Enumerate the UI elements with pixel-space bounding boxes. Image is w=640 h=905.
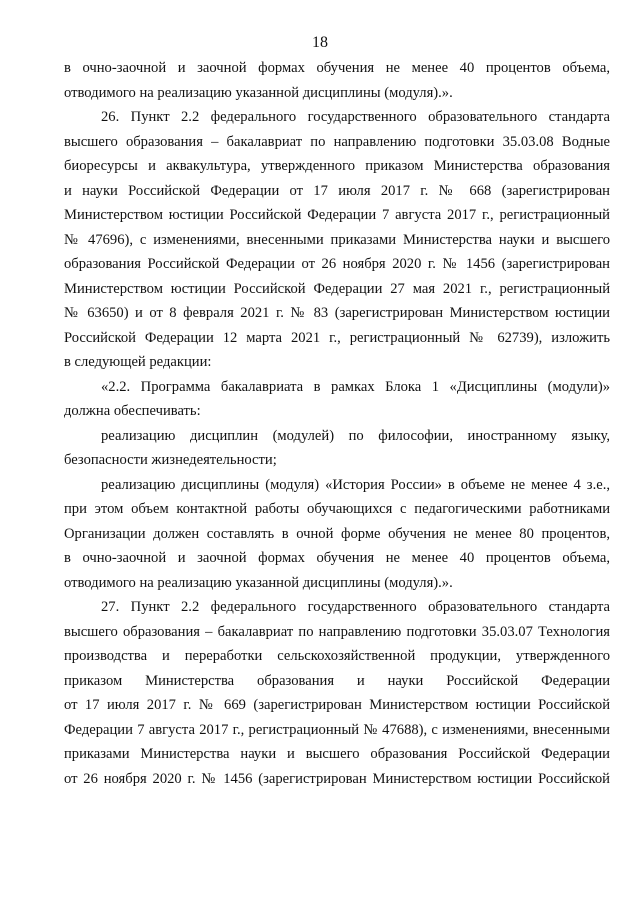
text-line: в очно-заочной и заочной формах обучения не менее 40 процентов объема, [64, 550, 610, 566]
text-line: и науки Российской Федерации от 17 июля 2017 г. № 668 (зарегистрирован [64, 182, 610, 199]
text-line: отводимого на реализацию указанной дисциплины (модуля).». [64, 574, 453, 591]
text-line: Федерации 7 августа 2017 г., регистрационный № 47688), с изменениями, внесенными [64, 721, 610, 738]
text-line: приказом Министерства образования и науки Российской Федерации [64, 672, 610, 689]
text-line: реализацию дисциплин (модулей) по философии, иностранному языку, [101, 427, 610, 444]
text-line: № 63650) и от 8 февраля 2021 г. № 83 (зарегистрирован Министерством юстиции [64, 305, 610, 321]
text-line: биоресурсы и аквакультура, утвержденного приказом Министерства образования [64, 158, 610, 174]
text-line: высшего образования – бакалавриат по направлению подготовки 35.03.07 Технология [64, 623, 610, 640]
text-line: должна обеспечивать: [64, 403, 201, 419]
page-number: 18 [312, 34, 328, 51]
text-line: производства и переработки сельскохозяйственной продукции, утвержденного [64, 648, 610, 664]
text-line: при этом объем контактной работы обучающихся с педагогическими работниками [64, 501, 610, 517]
text-line: в очно-заочной и заочной формах обучения не менее 40 процентов объема, [64, 60, 610, 76]
text-line: № 47696), с изменениями, внесенными приказами Министерства науки и высшего [64, 231, 610, 248]
text-line: 26. Пункт 2.2 федерального государственного образовательного стандарта [101, 109, 610, 125]
text-line: безопасности жизнедеятельности; [64, 452, 277, 468]
text-line: Организации должен составлять в очной форме обучения не менее 80 процентов, [64, 525, 610, 542]
document-body [64, 56, 610, 791]
text-line: Российской Федерации 12 марта 2021 г., регистрационный № 62739), изложить [64, 329, 610, 346]
text-line: «2.2. Программа бакалавриата в рамках Блока 1 «Дисциплины (модули)» [101, 378, 610, 395]
text-line: Министерством юстиции Российской Федерации 27 мая 2021 г., регистрационный [64, 280, 610, 297]
text-line: в следующей редакции: [64, 354, 212, 370]
text-line: от 17 июля 2017 г. № 669 (зарегистрирован Министерством юстиции Российской [64, 697, 610, 713]
text-line: образования Российской Федерации от 26 ноября 2020 г. № 1456 (зарегистрирован [64, 256, 610, 272]
text-line: от 26 ноября 2020 г. № 1456 (зарегистрирован Министерством юстиции Российской [64, 770, 610, 787]
text-line: Министерством юстиции Российской Федерации 7 августа 2017 г., регистрационный [64, 207, 610, 223]
text-line: отводимого на реализацию указанной дисциплины (модуля).». [64, 84, 453, 101]
text-line: высшего образования – бакалавриат по направлению подготовки 35.03.08 Водные [64, 133, 610, 150]
text-line: 27. Пункт 2.2 федерального государственного образовательного стандарта [101, 599, 610, 615]
text-line: приказами Министерства науки и высшего образования Российской Федерации [64, 746, 610, 762]
text-line: реализацию дисциплины (модуля) «История России» в объеме не менее 4 з.е., [101, 476, 610, 493]
